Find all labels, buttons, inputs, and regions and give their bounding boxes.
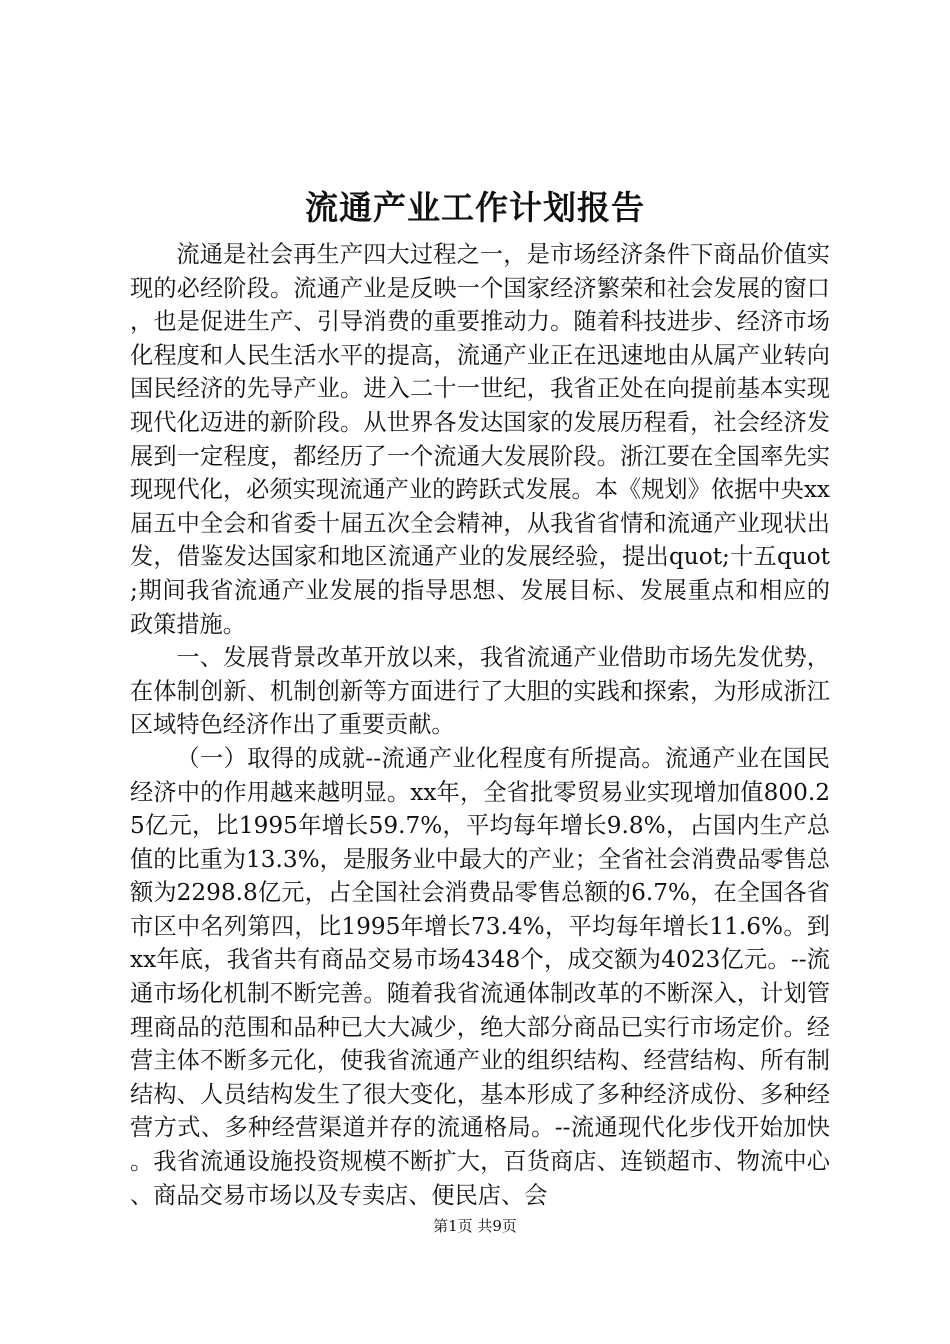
paragraph-achievements: （一）取得的成就--流通产业化程度有所提高。流通产业在国民经济中的作用越来越明显。xx年，全省批零贸易业实现增加值800.25亿元，比1995年增长59.7%，平均每年增长9.8%，占国内生产总值的比重为13.3%，是服务业中最大的产业；全省社会消费品零售总额为2298.8亿元，占全国社会消费品零售总额的6.7%，在全国各省市区中名列第四，比1995年增长73.4%，平均每年增长11.6%。到xx年底，我省共有商品交易市场4348个，成交额为4023亿元。--流通市场化机制不断完善。随着我省流通体制改革的不断深入，计划管理商品的范围和品种已大大减少，绝大部分商品已实行市场定价。经营主体不断多元化，使我省流通产业的组织结构、经营结构、所有制结构、人员结构发生了很大变化，基本形成了多种经济成份、多种经营方式、多种经营渠道并存的流通格局。--流通现代化步伐开始加快。我省流通设施投资规模不断扩大，百货商店、连锁超市、物流中心、商品交易市场以及专卖店、便民店、会	[130, 744, 830, 1209]
paragraph-background: 一、发展背景改革开放以来，我省流通产业借助市场先发优势，在体制创新、机制创新等方面进行了大胆的实践和探索，为形成浙江区域特色经济作出了重要贡献。	[130, 644, 830, 739]
page-number: 第1页	[433, 1217, 473, 1235]
document-body	[130, 238, 830, 1212]
paragraph-intro: 流通是社会再生产四大过程之一，是市场经济条件下商品价值实现的必经阶段。流通产业是反映一个国家经济繁荣和社会发展的窗口，也是促进生产、引导消费的重要推动力。随着科技进步、经济市场化程度和人民生活水平的提高，流通产业正在迅速地由从属产业转向国民经济的先导产业。进入二十一世纪，我省正处在向提前基本实现现代化迈进的新阶段。从世界各发达国家的发展历程看，社会经济发展到一定程度，都经历了一个流通大发展阶段。浙江要在全国率先实现现代化，必须实现流通产业的跨跃式发展。本《规划》依据中央xx届五中全会和省委十届五次全会精神，从我省省情和流通产业现状出发，借鉴发达国家和地区流通产业的发展经验，提出quot;十五quot;期间我省流通产业发展的指导思想、发展目标、发展重点和相应的政策措施。	[130, 241, 830, 638]
page-footer	[0, 1216, 950, 1236]
document-title: 流通产业工作计划报告	[305, 188, 645, 227]
page-total: 共9页	[477, 1217, 517, 1235]
